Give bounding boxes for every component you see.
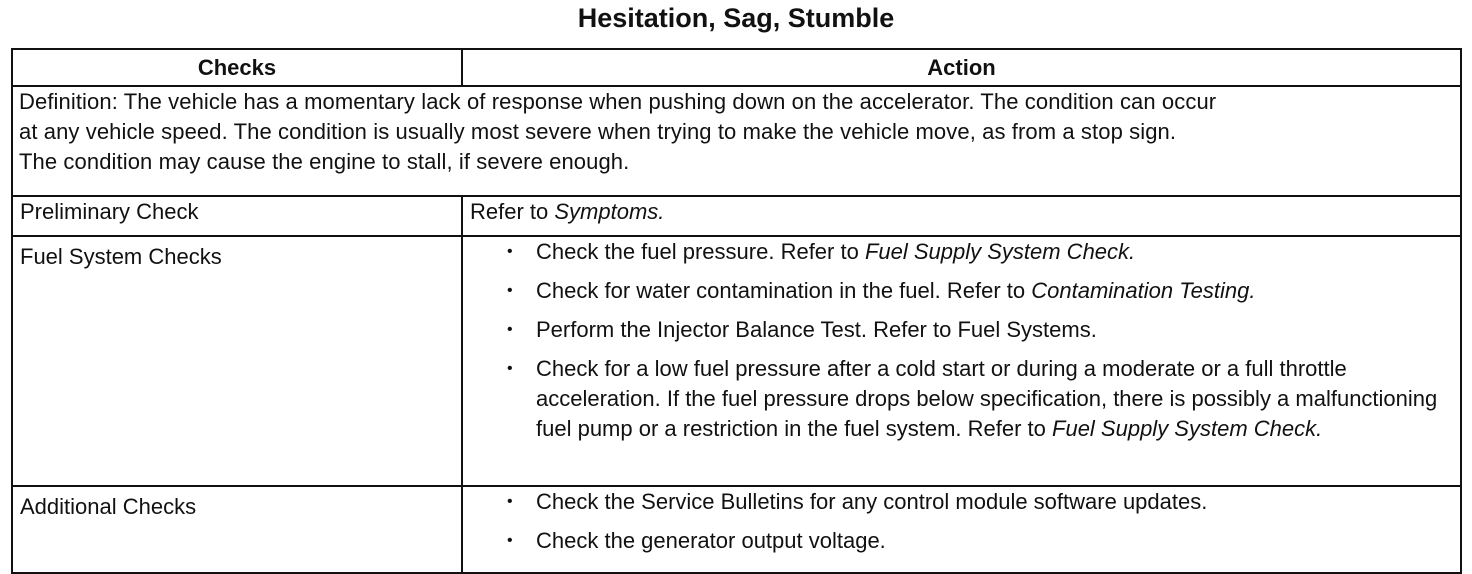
check-cell: Additional Checks	[12, 486, 462, 573]
definition-line: The condition may cause the engine to stall, if severe enough.	[19, 149, 630, 174]
page-title: Hesitation, Sag, Stumble	[577, 3, 895, 33]
reference-link: Symptoms.	[554, 199, 665, 224]
action-list	[463, 237, 1460, 444]
reference-link: Contamination Testing.	[1031, 278, 1256, 303]
bullet-text: Check for water contamination in the fuel. Refer to	[536, 278, 1032, 303]
list-item	[463, 237, 1460, 267]
table-row	[12, 196, 1461, 236]
header-checks: Checks	[12, 49, 462, 86]
table-row	[12, 236, 1461, 486]
list-item	[463, 487, 1460, 517]
table-header-row	[12, 49, 1461, 86]
check-cell: Fuel System Checks	[12, 236, 462, 486]
bullet-text: Check the Service Bulletins for any control module software updates.	[536, 489, 1208, 514]
definition-line: at any vehicle speed. The condition is usually most severe when trying to make the vehicle move, as from a stop sign.	[19, 119, 1177, 144]
bullet-text: Check the generator output voltage.	[536, 528, 886, 553]
list-item	[463, 526, 1460, 556]
diagnostic-table	[11, 48, 1462, 574]
list-item	[463, 276, 1460, 306]
check-cell: Preliminary Check	[12, 196, 462, 236]
action-cell	[462, 236, 1461, 486]
reference-link: Fuel Supply System Check.	[1052, 416, 1323, 441]
definition-cell	[12, 86, 1461, 196]
definition-row	[12, 86, 1461, 196]
action-cell	[462, 486, 1461, 573]
action-text: Refer to	[470, 199, 555, 224]
reference-link: Fuel Supply System Check.	[864, 239, 1136, 264]
bullet-text: Check for a low fuel pressure after a cold start or during a moderate or a full throttle acceleration. If the fuel pressure drops below specification, there is possibly a malfunctioning fuel pump or a restriction in the fuel system. Refer to	[536, 356, 1438, 441]
bullet-text: Perform the Injector Balance Test. Refer to Fuel Systems.	[536, 317, 1097, 342]
table-row	[12, 486, 1461, 573]
header-action: Action	[462, 49, 1461, 86]
bullet-text: Check the fuel pressure. Refer to	[536, 239, 865, 264]
list-item	[463, 354, 1460, 444]
list-item	[463, 315, 1460, 345]
definition-line: Definition: The vehicle has a momentary lack of response when pushing down on the accelerator. The condition can occur	[19, 89, 1217, 114]
action-list	[463, 487, 1460, 556]
action-cell	[462, 196, 1461, 236]
